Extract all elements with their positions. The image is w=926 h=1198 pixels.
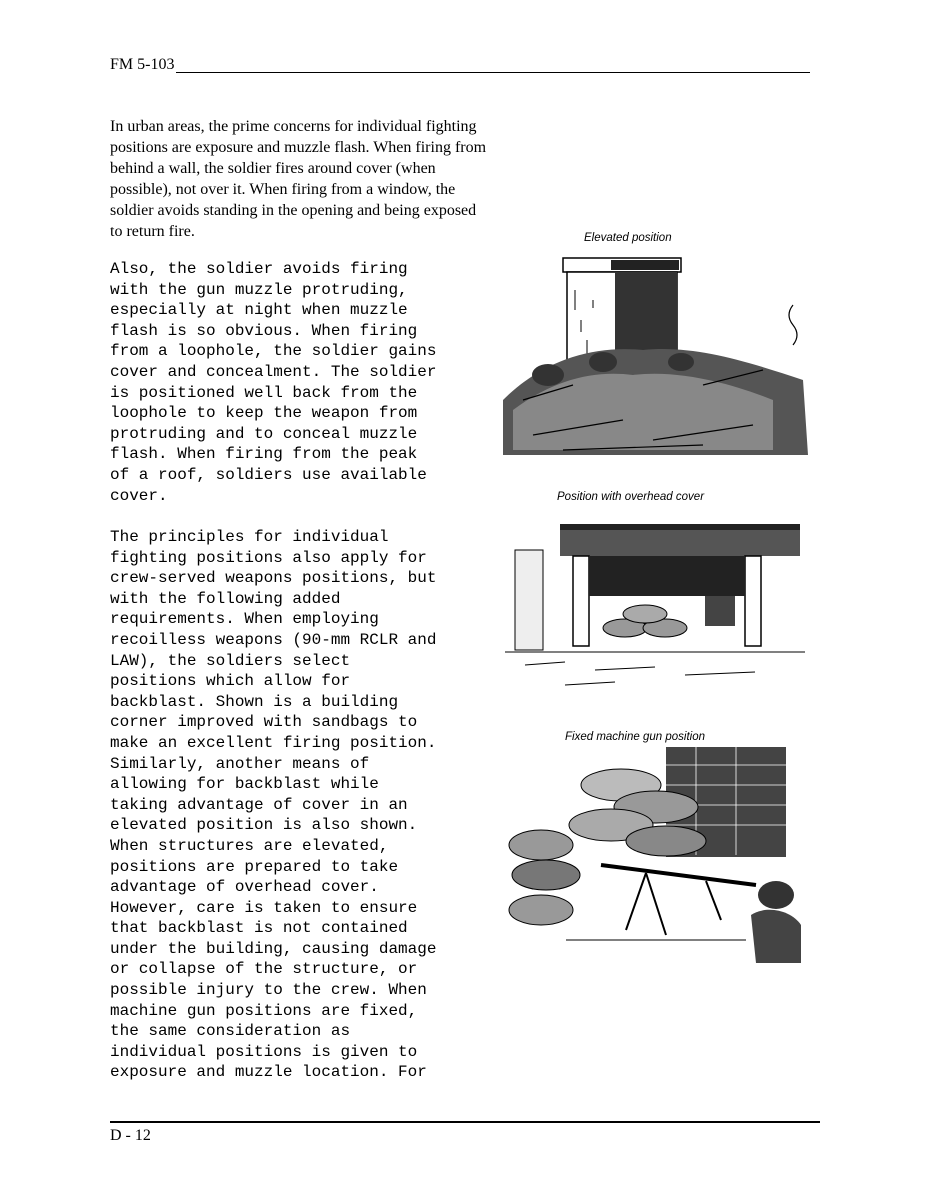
overhead-cover-illustration (505, 510, 805, 700)
elevated-position-illustration (503, 250, 813, 460)
figure-caption-elevated: Elevated position (584, 232, 672, 244)
header-rule (110, 72, 810, 73)
figure-caption-overhead-cover: Position with overhead cover (557, 491, 705, 503)
fixed-machine-gun-illustration (506, 745, 806, 965)
footer-rule (110, 1121, 820, 1123)
page-number: D - 12 (110, 1127, 151, 1144)
paragraph-urban-concerns: In urban areas, the prime concerns for individual fighting positions are exposure and muzzle flash. When firing from behind a wall, the soldier fires around cover (when possible), not over it. When firing from a window, the soldier avoids standing in the opening and being exposed to return fire. (110, 118, 487, 240)
header-title: FM 5-103 (110, 56, 175, 73)
figure-caption-fixed-machine-gun: Fixed machine gun position (565, 731, 705, 743)
paragraph-muzzle-flash: Also, the soldier avoids firing with the gun muzzle protruding, especially at night when muzzle flash is so obvious. When firing from a loophole, the soldier gains cover and concealment. The soldier is positioned well back from the loophole to keep the weapon from protruding and to conceal muzzle flash. When firing from the peak of a roof, soldiers use available cover. (110, 260, 437, 505)
page-header (110, 52, 810, 76)
paragraph-crew-served: The principles for individual fighting positions also apply for crew-served weapons positions, but with the following added requirements. When employing recoilless weapons (90-mm RCLR and LAW), the soldiers select positions which allow for backblast. Shown is a building corner improved with sandbags to make an excellent firing position. Similarly, another means of allowing for backblast while taking advantage of cover in an elevated position is also shown. When structures are elevated, positions are prepared to take advantage of overhead cover. However, care is taken to ensure that backblast is not contained under the building, causing damage or collapse of the structure, or possible injury to the crew. When machine gun positions are fixed, the same consideration as individual positions is given to exposure and muzzle location. For (110, 528, 437, 1082)
